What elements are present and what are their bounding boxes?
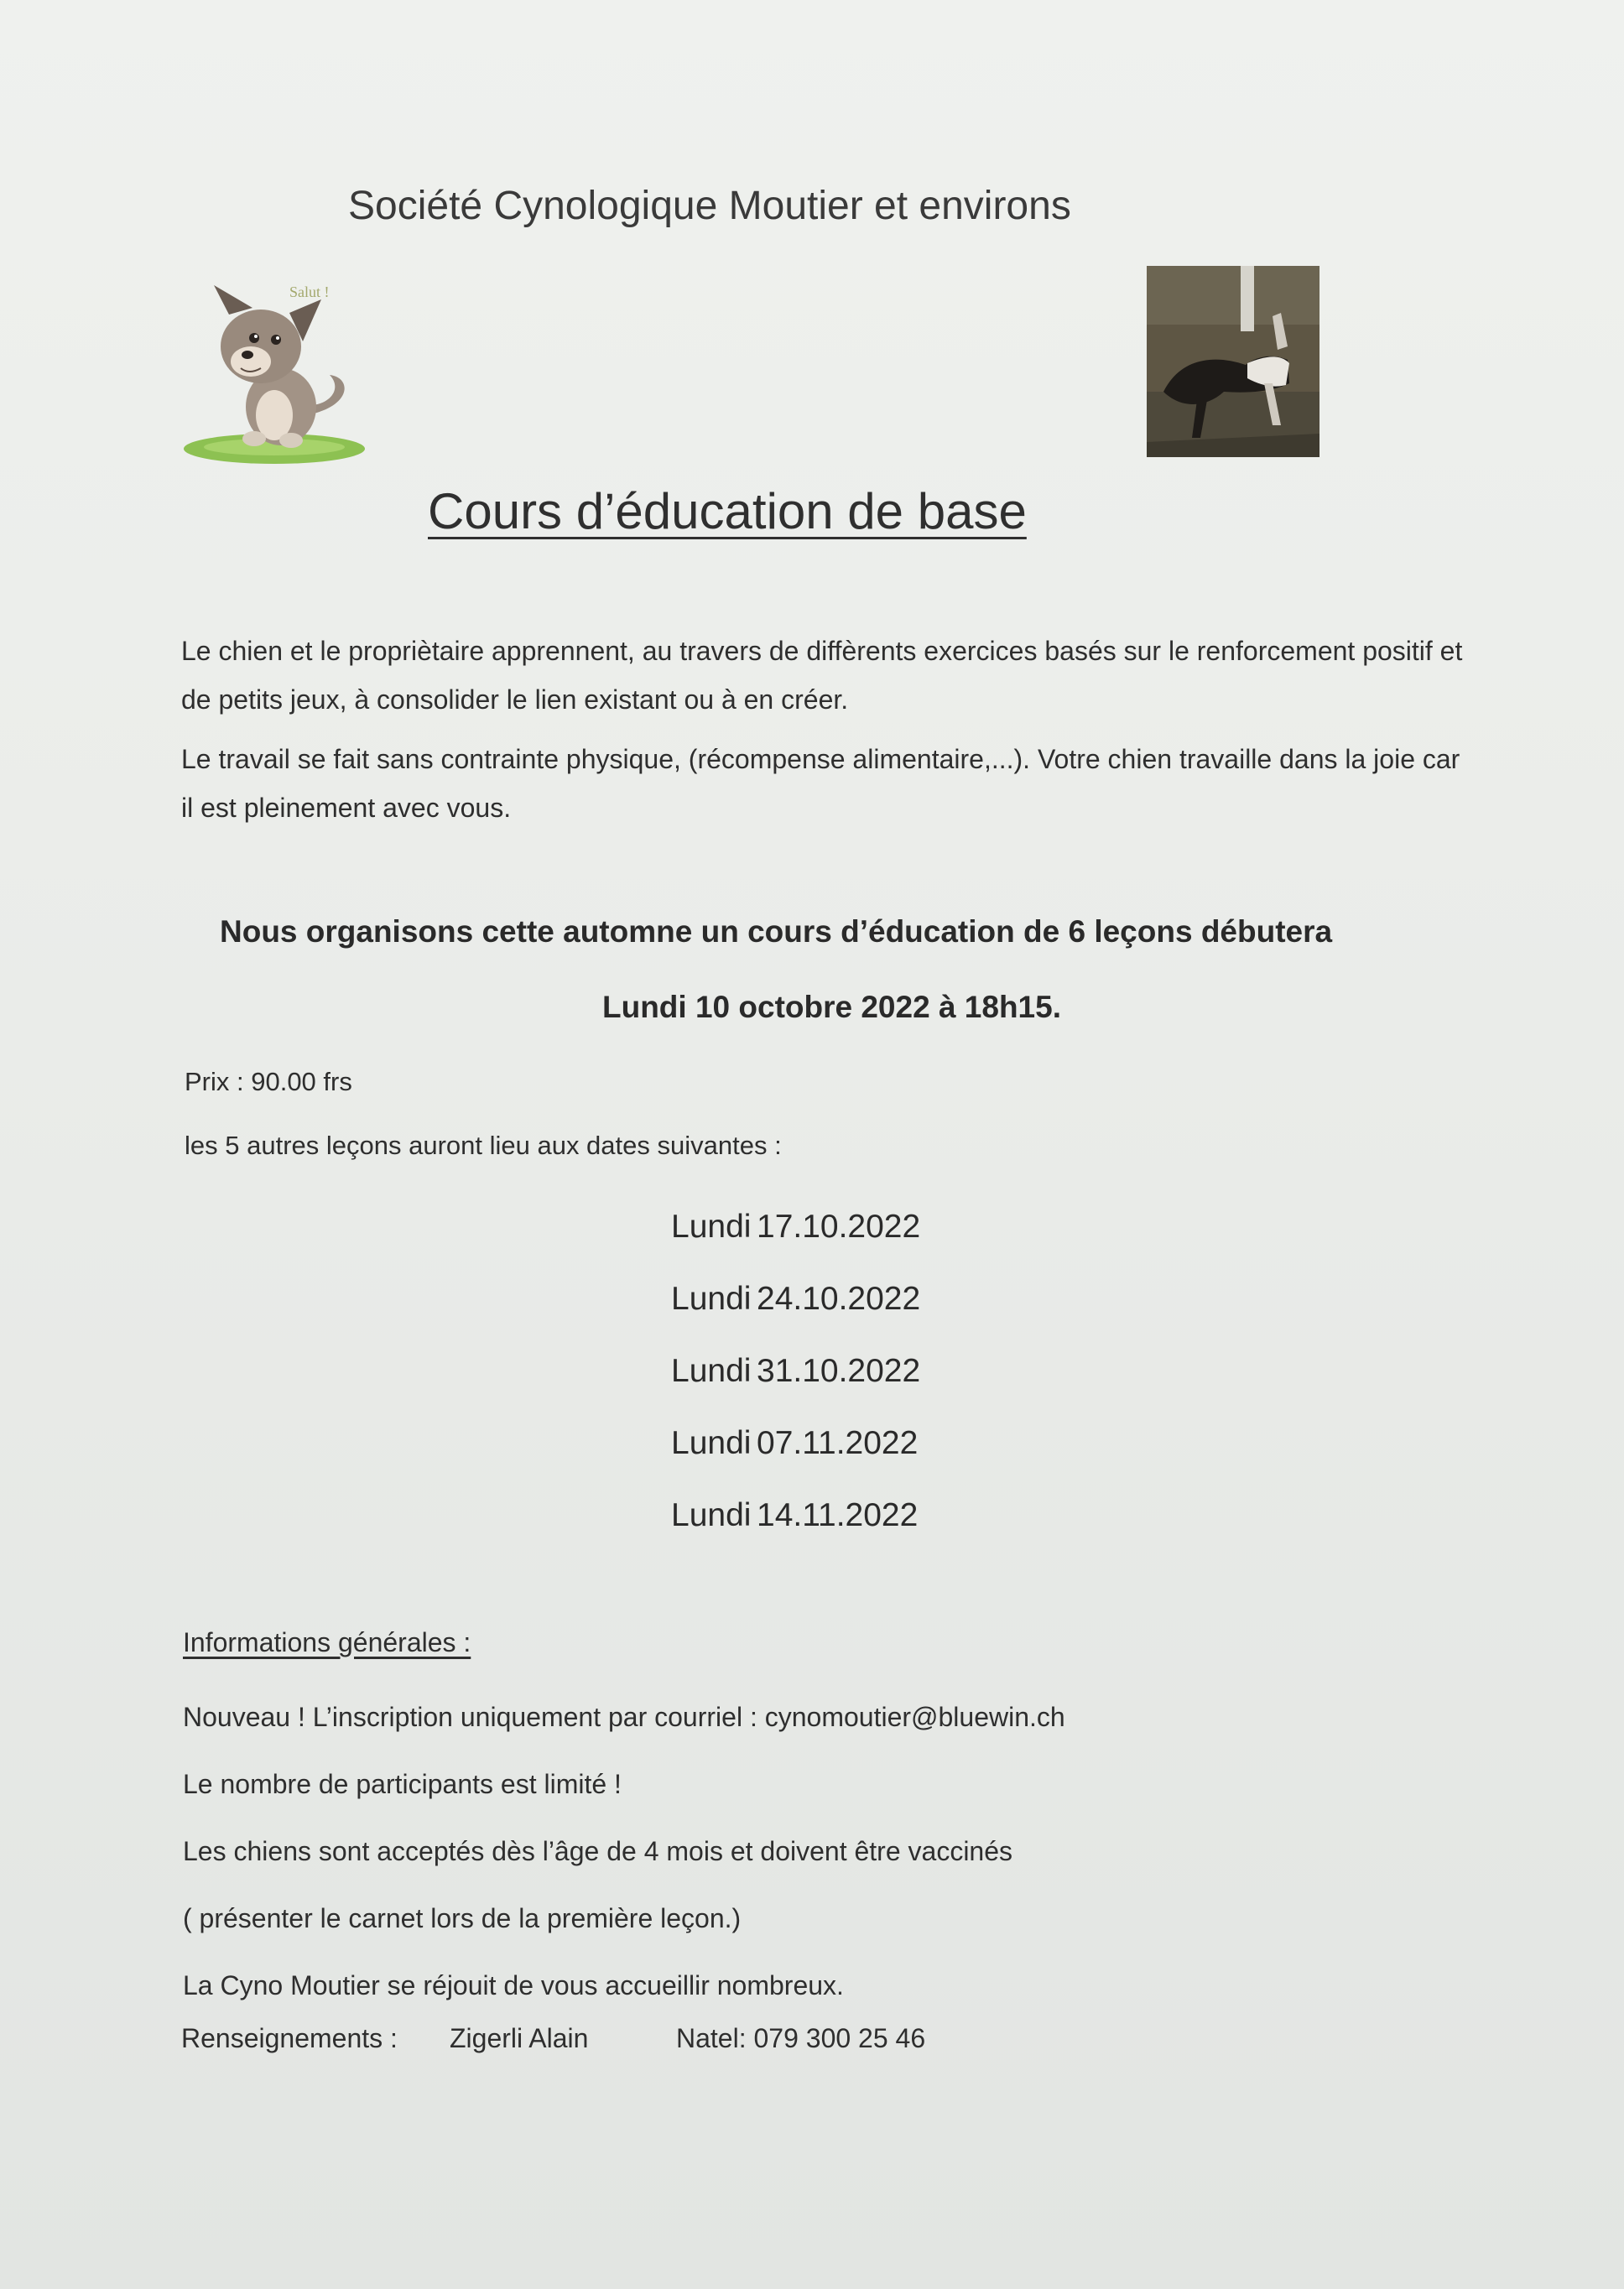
list-item: [671, 1263, 920, 1335]
lesson-date: 31.10.2022: [757, 1353, 921, 1389]
lesson-day: Lundi: [671, 1425, 752, 1461]
price: Prix : 90.00 frs: [185, 1067, 352, 1096]
lesson-day: Lundi: [671, 1353, 752, 1389]
lesson-dates-list: [671, 1191, 920, 1552]
lesson-day: Lundi: [671, 1281, 752, 1317]
lesson-day: Lundi: [671, 1209, 752, 1245]
dog-training-photo: [1147, 266, 1320, 457]
list-item: [671, 1191, 920, 1263]
announcement-line: Nous organisons cette automne un cours d’éducation de 6 leçons débutera: [220, 914, 1333, 949]
info-line-welcome: La Cyno Moutier se réjouit de vous accueillir nombreux.: [183, 1970, 844, 2000]
intro-paragraph-1: Le chien et le propriètaire apprennent, au travers de diffèrents exercices basés sur le renforcement positif et de petits jeux, à consolider le lien existant ou à en créer.: [181, 636, 1463, 715]
info-line-age: Les chiens sont acceptés dès l’âge de 4 mois et doivent être vaccinés: [183, 1836, 1013, 1866]
lesson-date: 17.10.2022: [757, 1209, 921, 1245]
info-list: [183, 1683, 1065, 2019]
organization-title: Société Cynologique Moutier et environs: [348, 184, 1071, 228]
logo-caption: Salut !: [289, 284, 330, 300]
lesson-date: 14.11.2022: [757, 1497, 919, 1533]
info-line-limit: Le nombre de participants est limité !: [183, 1769, 622, 1799]
other-lessons-label: les 5 autres leçons auront lieu aux dates suivantes :: [185, 1131, 782, 1160]
list-item: [671, 1407, 920, 1480]
list-item: [671, 1335, 920, 1407]
info-line-booklet: ( présenter le carnet lors de la première leçon.): [183, 1903, 742, 1933]
contact-phone: Natel: 079 300 25 46: [676, 2023, 926, 2053]
info-heading: Informations générales :: [183, 1627, 471, 1657]
contact-name: Zigerli Alain: [450, 2023, 589, 2053]
lesson-date: 07.11.2022: [757, 1425, 919, 1461]
list-item: [671, 1480, 920, 1552]
lesson-day: Lundi: [671, 1497, 752, 1533]
lesson-date: 24.10.2022: [757, 1281, 921, 1317]
start-date: Lundi 10 octobre 2022 à 18h15.: [602, 990, 1061, 1024]
intro-paragraph-2: Le travail se fait sans contrainte physique, (récompense alimentaire,...). Votre chien travaille dans la joie car il est pleinement avec vous.: [181, 744, 1460, 823]
course-title: Cours d’éducation de base: [428, 483, 1027, 539]
info-line-registration: Nouveau ! L’inscription uniquement par courriel : cynomoutier@bluewin.ch: [183, 1702, 1065, 1732]
contact-label: Renseignements :: [181, 2023, 398, 2053]
contact-line: [181, 2023, 925, 2054]
cartoon-puppy-illustration: [180, 281, 373, 470]
